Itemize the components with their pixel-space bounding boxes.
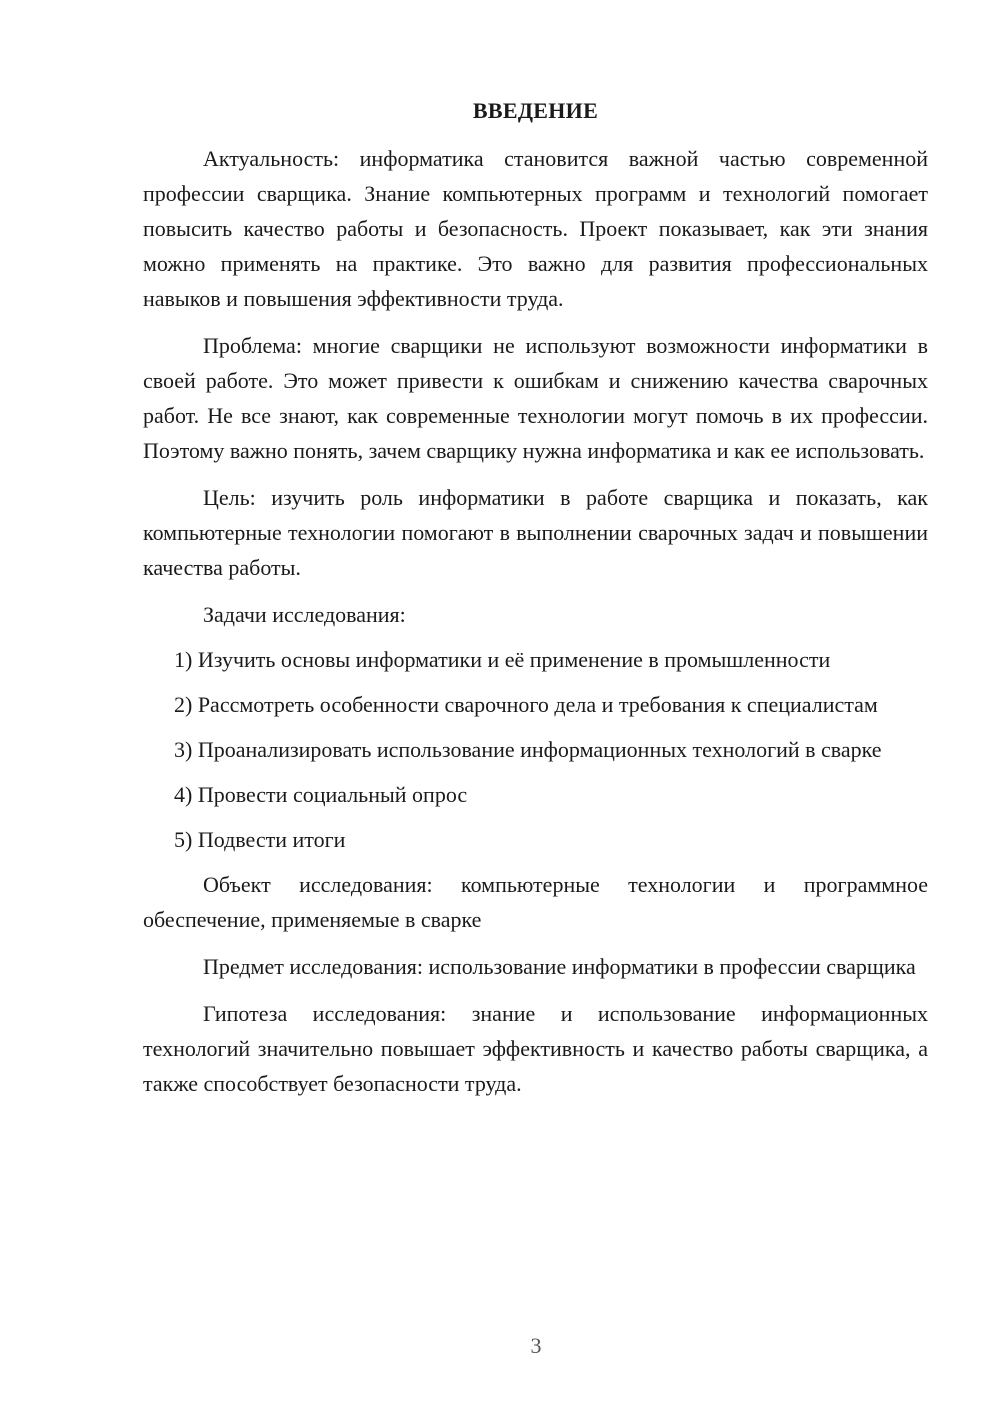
problem-paragraph: Проблема: многие сварщики не используют возможности информатики в своей работе. Это может привести к ошибкам и снижению качества сварочных работ. Не все знают, как современные технологии могут помочь в их профессии. Поэтому важно понять, зачем сварщику нужна информатика и как ее использовать. [143,333,928,463]
task-item-4: 4) Провести социальный опрос [174,782,468,807]
goal-paragraph: Цель: изучить роль информатики в работе сварщика и показать, как компьютерные технологии помогают в выполнении сварочных задач и повышении качества работы. [143,485,928,580]
subject-paragraph: Предмет исследования: использование информатики в профессии сварщика [203,954,916,979]
hypothesis-paragraph: Гипотеза исследования: знание и использование информационных технологий значительно повышает эффективность и качество работы сварщика, а также способствует безопасности труда. [143,1001,928,1096]
relevance-paragraph: Актуальность: информатика становится важной частью современной профессии сварщика. Знание компьютерных программ и технологий помогает повысить качество работы и безопасность. Проект показывает, как эти знания можно применять на практике. Это важно для развития профессиональных навыков и повышения эффективности труда. [143,146,928,311]
section-title: ВВЕДЕНИЕ [472,98,599,123]
task-item-2: 2) Рассмотреть особенности сварочного дела и требования к специалистам [174,692,878,717]
task-item-5: 5) Подвести итоги [174,827,346,852]
tasks-heading: Задачи исследования: [203,602,406,627]
page-content [143,95,928,1113]
task-item-3: 3) Проанализировать использование информационных технологий в сварке [174,737,882,762]
object-paragraph: Объект исследования: компьютерные технологии и программное обеспечение, применяемые в сварке [143,872,928,932]
page-number: 3 [530,1333,542,1358]
task-item-1: 1) Изучить основы информатики и её применение в промышленности [174,647,831,672]
